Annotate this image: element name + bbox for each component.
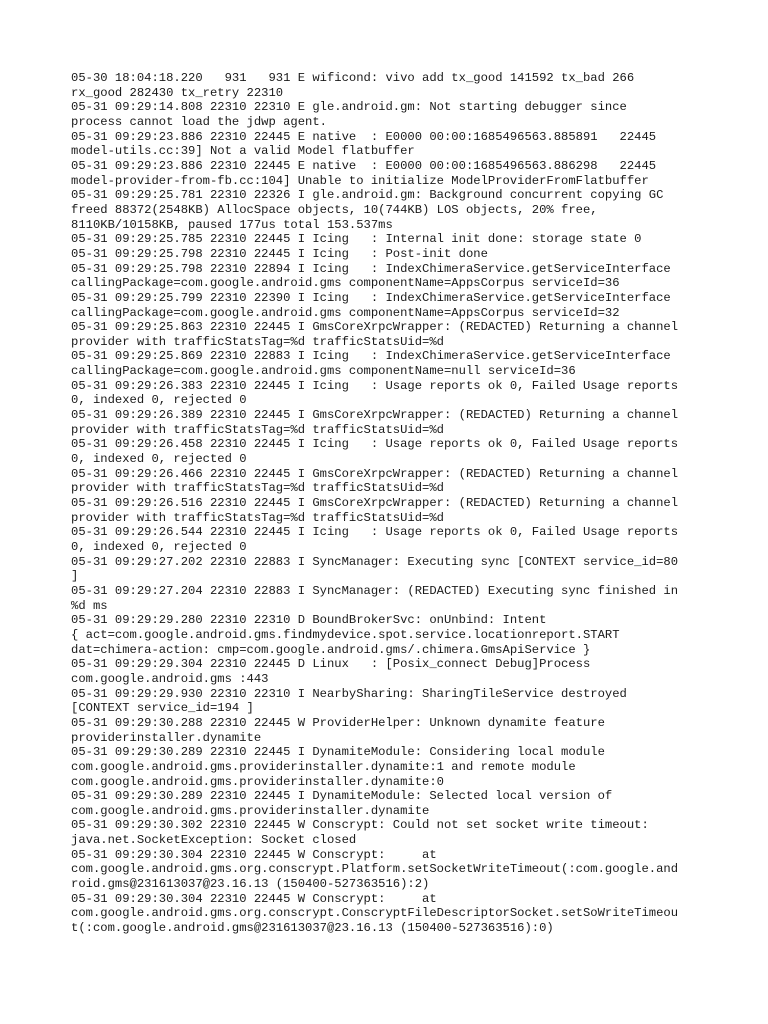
log-line: model-provider-from-fb.cc:104] Unable to initialize ModelProviderFromFlatbuffer <box>71 173 649 188</box>
log-line: 05-30 18:04:18.220 931 931 E wificond: vivo add tx_good 141592 tx_bad 266 <box>71 71 635 85</box>
log-line: ] <box>71 569 79 584</box>
log-line: dat=chimera-action: cmp=com.google.android.gms/.chimera.GmsApiService } <box>71 642 591 657</box>
log-line: 05-31 09:29:23.886 22310 22445 E native : E0000 00:00:1685496563.886298 22445 <box>71 158 657 173</box>
log-line: 0, indexed 0, rejected 0 <box>71 393 247 408</box>
log-line: 05-31 09:29:26.466 22310 22445 I GmsCoreXrpcWrapper: (REDACTED) Returning a channel <box>71 466 679 481</box>
log-line: 05-31 09:29:26.383 22310 22445 I Icing : Usage reports ok 0, Failed Usage reports <box>71 378 679 393</box>
log-line: 05-31 09:29:25.798 22310 22894 I Icing : IndexChimeraService.getServiceInterface <box>71 261 671 276</box>
log-line: providerinstaller.dynamite <box>71 730 262 745</box>
log-text-block <box>71 71 711 936</box>
log-line: provider with trafficStatsTag=%d trafficStatsUid=%d <box>71 334 444 349</box>
log-line: rx_good 282430 tx_retry 22310 <box>71 85 284 100</box>
log-line: com.google.android.gms.org.conscrypt.Platform.setSocketWriteTimeout(:com.google.and <box>71 862 679 877</box>
log-line: 05-31 09:29:25.785 22310 22445 I Icing : Internal init done: storage state 0 <box>71 232 642 247</box>
log-line: com.google.android.gms.providerinstaller.dynamite:0 <box>71 774 444 789</box>
log-line: 05-31 09:29:26.544 22310 22445 I Icing : Usage reports ok 0, Failed Usage reports <box>71 525 679 540</box>
log-line: 05-31 09:29:30.288 22310 22445 W ProviderHelper: Unknown dynamite feature <box>71 715 605 730</box>
log-line: 05-31 09:29:25.781 22310 22326 I gle.android.gm: Background concurrent copying GC <box>71 188 664 203</box>
log-line: 05-31 09:29:25.863 22310 22445 I GmsCoreXrpcWrapper: (REDACTED) Returning a channel <box>71 320 679 335</box>
log-line: 05-31 09:29:30.304 22310 22445 W Conscrypt: at <box>71 891 437 906</box>
log-line: 05-31 09:29:29.304 22310 22445 D Linux : [Posix_connect Debug]Process <box>71 657 591 672</box>
log-line: 05-31 09:29:25.798 22310 22445 I Icing : Post-init done <box>71 246 488 261</box>
log-line: 05-31 09:29:30.289 22310 22445 I DynamiteModule: Selected local version of <box>71 789 613 804</box>
log-line: 05-31 09:29:26.389 22310 22445 I GmsCoreXrpcWrapper: (REDACTED) Returning a channel <box>71 408 679 423</box>
log-line: { act=com.google.android.gms.findmydevice.spot.service.locationreport.START <box>71 627 620 642</box>
log-line: callingPackage=com.google.android.gms componentName=AppsCorpus serviceId=32 <box>71 305 620 320</box>
log-line: callingPackage=com.google.android.gms componentName=null serviceId=36 <box>71 364 576 379</box>
log-line: 05-31 09:29:23.886 22310 22445 E native : E0000 00:00:1685496563.885891 22445 <box>71 129 657 144</box>
log-line: 05-31 09:29:27.202 22310 22883 I SyncManager: Executing sync [CONTEXT service_id=80 <box>71 554 679 569</box>
log-line: 0, indexed 0, rejected 0 <box>71 540 247 554</box>
log-line: 8110KB/10158KB, paused 177us total 153.537ms <box>71 217 393 232</box>
log-line: 05-31 09:29:25.869 22310 22883 I Icing : IndexChimeraService.getServiceInterface <box>71 349 671 364</box>
log-line: 05-31 09:29:26.458 22310 22445 I Icing : Usage reports ok 0, Failed Usage reports <box>71 437 679 452</box>
log-line: 05-31 09:29:30.289 22310 22445 I DynamiteModule: Considering local module <box>71 745 605 760</box>
log-line: 05-31 09:29:25.799 22310 22390 I Icing : IndexChimeraService.getServiceInterface <box>71 290 671 305</box>
log-line: %d ms <box>71 598 108 613</box>
log-line: 0, indexed 0, rejected 0 <box>71 452 247 467</box>
log-line: 05-31 09:29:26.516 22310 22445 I GmsCoreXrpcWrapper: (REDACTED) Returning a channel <box>71 496 679 511</box>
log-line: com.google.android.gms.org.conscrypt.ConscryptFileDescriptorSocket.setSoWriteTimeou <box>71 906 679 921</box>
log-line: 05-31 09:29:14.808 22310 22310 E gle.android.gm: Not starting debugger since <box>71 100 627 115</box>
log-line: t(:com.google.android.gms@231613037@23.16.13 (150400-527363516):0) <box>71 921 554 936</box>
log-line: provider with trafficStatsTag=%d trafficStatsUid=%d <box>71 481 444 496</box>
log-line: provider with trafficStatsTag=%d trafficStatsUid=%d <box>71 422 444 437</box>
log-line: 05-31 09:29:29.930 22310 22310 I NearbySharing: SharingTileService destroyed <box>71 686 627 701</box>
log-line: callingPackage=com.google.android.gms componentName=AppsCorpus serviceId=36 <box>71 276 620 291</box>
log-line: model-utils.cc:39] Not a valid Model flatbuffer <box>71 144 415 159</box>
log-line: com.google.android.gms.providerinstaller.dynamite:1 and remote module <box>71 759 576 774</box>
log-line: freed 88372(2548KB) AllocSpace objects, 10(744KB) LOS objects, 20% free, <box>71 202 598 217</box>
log-line: provider with trafficStatsTag=%d trafficStatsUid=%d <box>71 510 444 525</box>
log-line: java.net.SocketException: Socket closed <box>71 833 357 848</box>
log-line: com.google.android.gms :443 <box>71 671 269 686</box>
log-line: roid.gms@231613037@23.16.13 (150400-527363516):2) <box>71 877 430 892</box>
log-line: com.google.android.gms.providerinstaller.dynamite <box>71 803 430 818</box>
log-line: process cannot load the jdwp agent. <box>71 114 327 129</box>
log-line: 05-31 09:29:29.280 22310 22310 D BoundBrokerSvc: onUnbind: Intent <box>71 613 547 628</box>
log-line: 05-31 09:29:30.304 22310 22445 W Conscrypt: at <box>71 847 437 862</box>
log-line: [CONTEXT service_id=194 ] <box>71 701 254 716</box>
log-line: 05-31 09:29:30.302 22310 22445 W Conscrypt: Could not set socket write timeout: <box>71 818 649 833</box>
log-line: 05-31 09:29:27.204 22310 22883 I SyncManager: (REDACTED) Executing sync finished in <box>71 583 679 598</box>
